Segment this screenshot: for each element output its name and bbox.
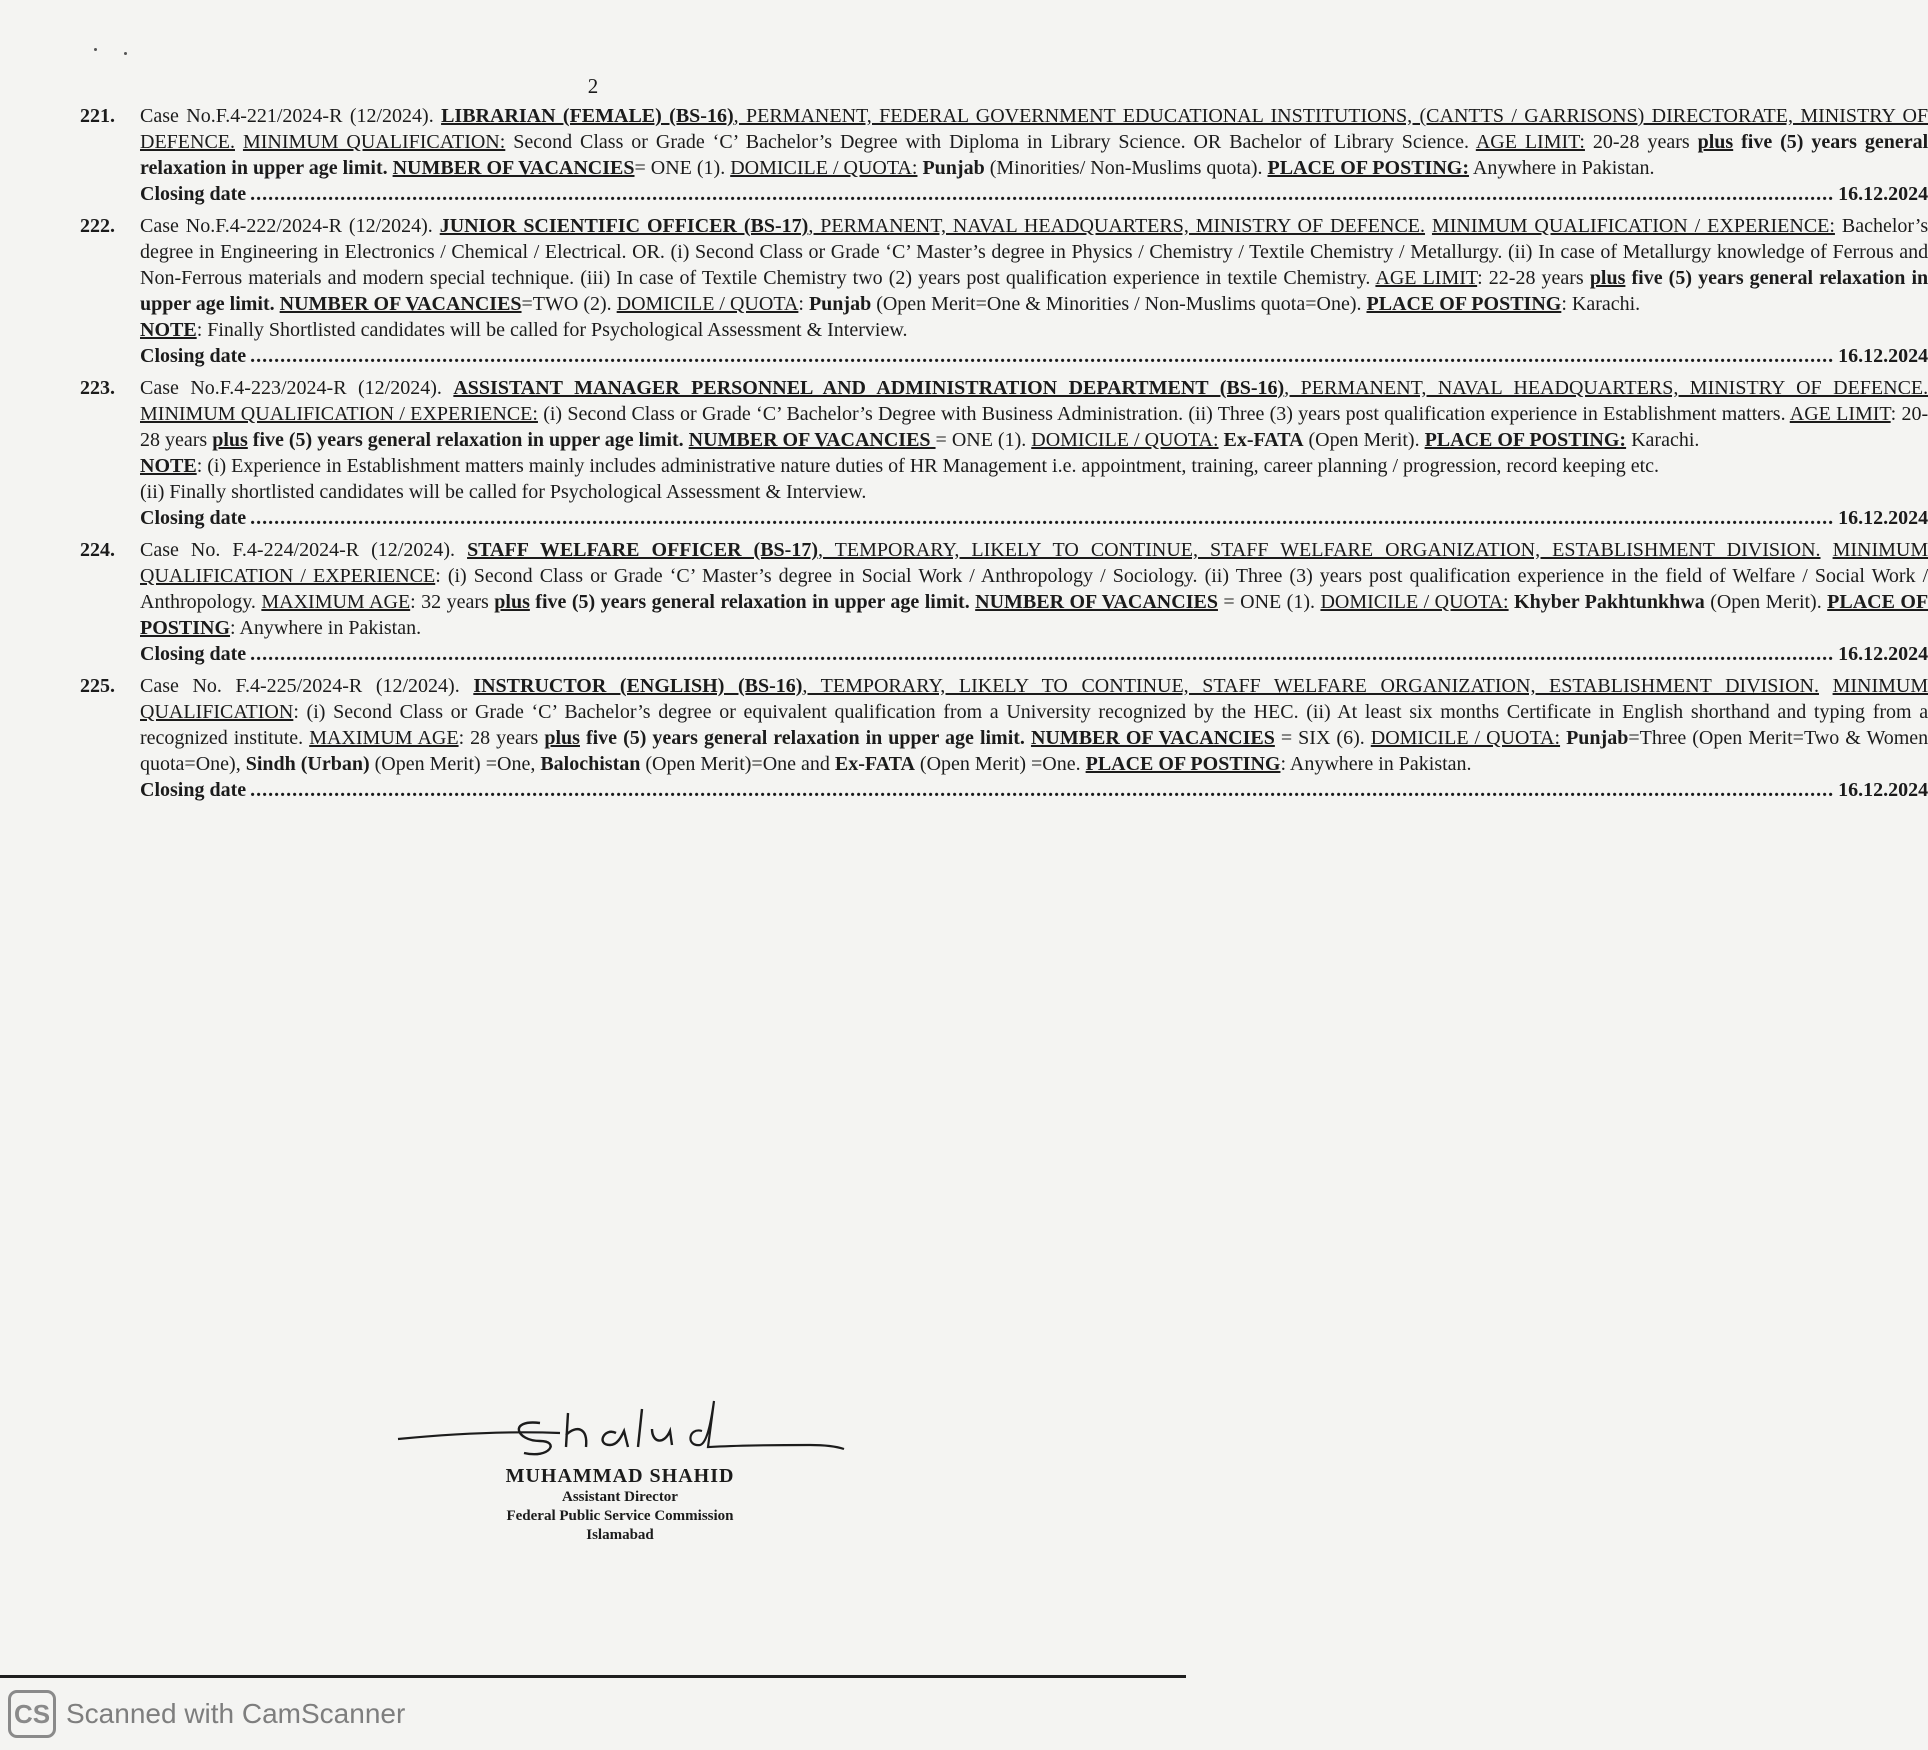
- text-run: NUMBER OF VACANCIES: [279, 293, 522, 315]
- text-run: Punjab: [922, 157, 985, 179]
- entry-description: [140, 673, 1928, 777]
- text-run: Case No. F.4-225/2024-R (12/2024).: [140, 675, 474, 697]
- text-run: MINIMUM QUALIFICATION / EXPERIENCE:: [1431, 215, 1835, 237]
- text-run: : 28 years: [458, 727, 545, 749]
- text-run: : Anywhere in Pakistan.: [1280, 753, 1472, 775]
- text-run: DOMICILE / QUOTA:: [1320, 591, 1509, 613]
- text-run: = ONE (1).: [634, 157, 731, 179]
- closing-date-value: 16.12.2024: [1838, 183, 1928, 205]
- text-run: [235, 131, 243, 153]
- text-run: : 32 years: [410, 591, 495, 613]
- entry-number: 221.: [80, 105, 115, 127]
- text-run: ASSISTANT MANAGER PERSONNEL AND ADMINISTRATION DEPARTMENT (BS-16): [453, 377, 1285, 399]
- closing-date-line: [140, 343, 1928, 369]
- signatory-organization: Federal Public Service Commission: [506, 1508, 734, 1524]
- text-run: plus: [544, 727, 580, 749]
- scan-speck: [124, 52, 127, 55]
- text-run: Second Class or Grade ‘C’ Bachelor’s Degree with Diploma in Library Science. OR Bachelor of Library Science.: [505, 131, 1476, 153]
- text-run: Case No.F.4-222/2024-R (12/2024).: [140, 215, 440, 237]
- scanner-footer: [8, 1686, 405, 1742]
- entry-number: 223.: [80, 377, 115, 399]
- text-run: PLACE OF POSTING:: [1267, 157, 1469, 179]
- text-run: [1821, 539, 1833, 561]
- closing-date-label: Closing date: [140, 507, 247, 529]
- text-run: (Open Merit).: [1303, 429, 1425, 451]
- camscanner-icon: CS: [8, 1690, 56, 1738]
- text-run: , PERMANENT, NAVAL HEADQUARTERS, MINISTRY OF DEFENCE.: [808, 215, 1426, 237]
- entry-description: [140, 213, 1928, 317]
- text-run: Punjab: [808, 293, 872, 315]
- vacancy-entry: [80, 537, 1928, 667]
- text-run: PLACE OF POSTING: [1085, 753, 1281, 775]
- closing-date-label: Closing date: [140, 643, 247, 665]
- text-run: , PERMANENT, NAVAL HEADQUARTERS, MINISTRY OF DEFENCE.: [1284, 377, 1928, 399]
- entry-note: [140, 479, 1928, 505]
- dot-leader: [250, 641, 1834, 667]
- text-run: Ex-FATA: [834, 753, 915, 775]
- text-run: : 20-28 years: [140, 403, 1928, 451]
- text-run: DOMICILE / QUOTA:: [1031, 429, 1219, 451]
- vacancy-list: [80, 103, 1928, 809]
- scanner-footer-text: Scanned with CamScanner: [66, 1698, 406, 1729]
- text-run: = SIX (6).: [1274, 727, 1371, 749]
- text-run: INSTRUCTOR (ENGLISH) (BS-16): [473, 675, 803, 697]
- text-run: DOMICILE / QUOTA: [616, 293, 799, 315]
- text-run: PLACE OF POSTING: [140, 591, 1928, 639]
- text-run: MAXIMUM AGE: [309, 727, 459, 749]
- text-run: Bachelor’s degree in Engineering in Electronics / Chemical / Electrical. OR. (i) Second Class or Grade ‘C’ Master’s degree in Physics / Chemistry / Textile Chemistry / Metallurgy. (ii) In case of Metallurgy knowledge of Ferrous and Non-Ferrous materials and modern special technique. (iii) In case of Textile Chemistry two (2) years post qualification experience in textile Chemistry.: [140, 215, 1928, 289]
- entry-description: [140, 537, 1928, 641]
- text-run: = ONE (1).: [935, 429, 1032, 451]
- scan-speck: [94, 48, 97, 51]
- text-run: plus: [212, 429, 248, 451]
- closing-date-value: 16.12.2024: [1838, 779, 1928, 801]
- text-run: : Finally Shortlisted candidates will be called for Psychological Assessment & Interview.: [196, 319, 908, 341]
- closing-date-value: 16.12.2024: [1838, 345, 1928, 367]
- text-run: Karachi.: [1626, 429, 1700, 451]
- text-run: Case No. F.4-224/2024-R (12/2024).: [140, 539, 468, 561]
- text-run: , TEMPORARY, LIKELY TO CONTINUE, STAFF WELFARE ORGANIZATION, ESTABLISHMENT DIVISION.: [802, 675, 1819, 697]
- text-run: : 22-28 years: [1477, 267, 1590, 289]
- page-number: 2: [587, 74, 599, 98]
- text-run: : Anywhere in Pakistan.: [230, 617, 422, 639]
- text-run: : (i) Experience in Establishment matters mainly includes administrative nature duties of HR Management i.e. appointment, training, career planning / progression, record keeping etc.: [196, 455, 1660, 477]
- entry-body: [140, 673, 1928, 803]
- signatory-city: Islamabad: [586, 1527, 654, 1543]
- closing-date-label: Closing date: [140, 183, 247, 205]
- text-run: Khyber Pakhtunkhwa: [1514, 591, 1705, 613]
- entry-body: [140, 103, 1928, 207]
- text-run: NUMBER OF VACANCIES: [1030, 727, 1275, 749]
- text-run: [1425, 215, 1432, 237]
- text-run: AGE LIMIT: [1375, 267, 1478, 289]
- text-run: PLACE OF POSTING:: [1424, 429, 1627, 451]
- text-run: :: [798, 293, 809, 315]
- text-run: (i) Second Class or Grade ‘C’ Bachelor’s Degree with Business Administration. (ii) Three (3) years post qualification experience in Establishment matters.: [537, 403, 1790, 425]
- closing-date-line: [140, 777, 1928, 803]
- text-run: MINIMUM QUALIFICATION: [140, 675, 1928, 723]
- text-run: NOTE: [140, 455, 197, 477]
- text-run: MAXIMUM AGE: [261, 591, 411, 613]
- entry-description: [140, 375, 1928, 453]
- text-run: MINIMUM QUALIFICATION / EXPERIENCE: [140, 539, 1928, 587]
- text-run: JUNIOR SCIENTIFIC OFFICER (BS-17): [439, 215, 809, 237]
- signature-block: [380, 1395, 860, 1545]
- entry-number: 222.: [80, 215, 115, 237]
- text-run: Balochistan: [540, 753, 641, 775]
- entry-body: [140, 213, 1928, 369]
- text-run: (Open Merit) =One,: [369, 753, 541, 775]
- text-run: AGE LIMIT: [1789, 403, 1891, 425]
- text-run: [1819, 675, 1833, 697]
- vacancy-entry: [80, 213, 1928, 369]
- closing-date-line: [140, 505, 1928, 531]
- vacancy-entry: [80, 103, 1928, 207]
- text-run: five (5) years general relaxation in upper age limit.: [579, 727, 1031, 749]
- text-run: =TWO (2).: [521, 293, 617, 315]
- text-run: NUMBER OF VACANCIES: [688, 429, 936, 451]
- entry-note: [140, 317, 1928, 343]
- text-run: = ONE (1).: [1217, 591, 1321, 613]
- text-run: (Open Merit=One & Minorities / Non-Muslims quota=One).: [871, 293, 1367, 315]
- closing-date-value: 16.12.2024: [1838, 507, 1928, 529]
- text-run: 20-28 years: [1584, 131, 1698, 153]
- text-run: , PERMANENT, FEDERAL GOVERNMENT EDUCATIONAL INSTITUTIONS, (CANTTS / GARRISONS) DIRECTORATE, MINISTRY OF DEFENCE.: [140, 105, 1928, 153]
- text-run: five (5) years general relaxation in upper age limit.: [140, 131, 1928, 179]
- text-run: STAFF WELFARE OFFICER (BS-17): [467, 539, 818, 561]
- text-run: Anywhere in Pakistan.: [1468, 157, 1655, 179]
- closing-date-label: Closing date: [140, 345, 247, 367]
- signatory-designation: Assistant Director: [562, 1489, 678, 1505]
- entry-body: [140, 375, 1928, 531]
- text-run: Case No.F.4-221/2024-R (12/2024).: [140, 105, 442, 127]
- text-run: PLACE OF POSTING: [1366, 293, 1562, 315]
- text-run: , TEMPORARY, LIKELY TO CONTINUE, STAFF WELFARE ORGANIZATION, ESTABLISHMENT DIVISION.: [818, 539, 1821, 561]
- text-run: =Three (Open Merit=Two & Women quota=One),: [140, 727, 1928, 775]
- text-run: Sindh (Urban): [245, 753, 370, 775]
- text-run: (Minorities/ Non-Muslims quota).: [984, 157, 1268, 179]
- text-run: five (5) years general relaxation in upper age limit.: [529, 591, 976, 613]
- text-run: five (5) years general relaxation in upper age limit.: [247, 429, 689, 451]
- text-run: MINIMUM QUALIFICATION:: [242, 131, 506, 153]
- text-run: : Karachi.: [1561, 293, 1641, 315]
- closing-date-label: Closing date: [140, 779, 247, 801]
- text-run: Ex-FATA: [1223, 429, 1304, 451]
- text-run: DOMICILE / QUOTA:: [1370, 727, 1561, 749]
- vacancy-entry: [80, 375, 1928, 531]
- vacancy-entry: [80, 673, 1928, 803]
- text-run: AGE LIMIT:: [1475, 131, 1585, 153]
- signature-mark: [390, 1395, 850, 1461]
- dot-leader: [250, 343, 1834, 369]
- text-run: : (i) Second Class or Grade ‘C’ Master’s degree in Social Work / Anthropology / Sociology. (ii) Three (3) years post qualification experience in the field of Welfare / Social Work / Anthropology.: [140, 565, 1928, 613]
- text-run: LIBRARIAN (FEMALE) (BS-16): [441, 105, 734, 127]
- entry-body: [140, 537, 1928, 667]
- closing-date-line: [140, 641, 1928, 667]
- dot-leader: [250, 777, 1834, 803]
- text-run: (Open Merit)=One and: [640, 753, 835, 775]
- text-run: five (5) years general relaxation in upper age limit.: [140, 267, 1928, 315]
- dot-leader: [250, 181, 1834, 207]
- entry-number: 224.: [80, 539, 115, 561]
- text-run: NUMBER OF VACANCIES: [392, 157, 635, 179]
- text-run: plus: [1589, 267, 1626, 289]
- footer-divider: [0, 1675, 1186, 1678]
- text-run: Punjab: [1566, 727, 1629, 749]
- text-run: NUMBER OF VACANCIES: [975, 591, 1218, 613]
- entry-note: [140, 453, 1928, 479]
- text-run: : (i) Second Class or Grade ‘C’ Bachelor’s degree or equivalent qualification from a University recognized by the HEC. (ii) At least six months Certificate in English shorthand and typing from a recognized institute.: [140, 701, 1928, 749]
- text-run: NOTE: [140, 319, 197, 341]
- text-run: MINIMUM QUALIFICATION / EXPERIENCE:: [140, 403, 538, 425]
- entry-description: [140, 103, 1928, 181]
- text-run: DOMICILE / QUOTA:: [730, 157, 918, 179]
- text-run: plus: [1697, 131, 1734, 153]
- text-run: (ii) Finally shortlisted candidates will be called for Psychological Assessment & Interview.: [140, 481, 867, 503]
- closing-date-value: 16.12.2024: [1838, 643, 1928, 665]
- text-run: Case No.F.4-223/2024-R (12/2024).: [140, 377, 454, 399]
- entry-number: 225.: [80, 675, 115, 697]
- text-run: (Open Merit).: [1704, 591, 1828, 613]
- dot-leader: [250, 505, 1834, 531]
- signatory-name: MUHAMMAD SHAHID: [505, 1465, 735, 1487]
- text-run: (Open Merit) =One.: [914, 753, 1086, 775]
- text-run: plus: [494, 591, 530, 613]
- closing-date-line: [140, 181, 1928, 207]
